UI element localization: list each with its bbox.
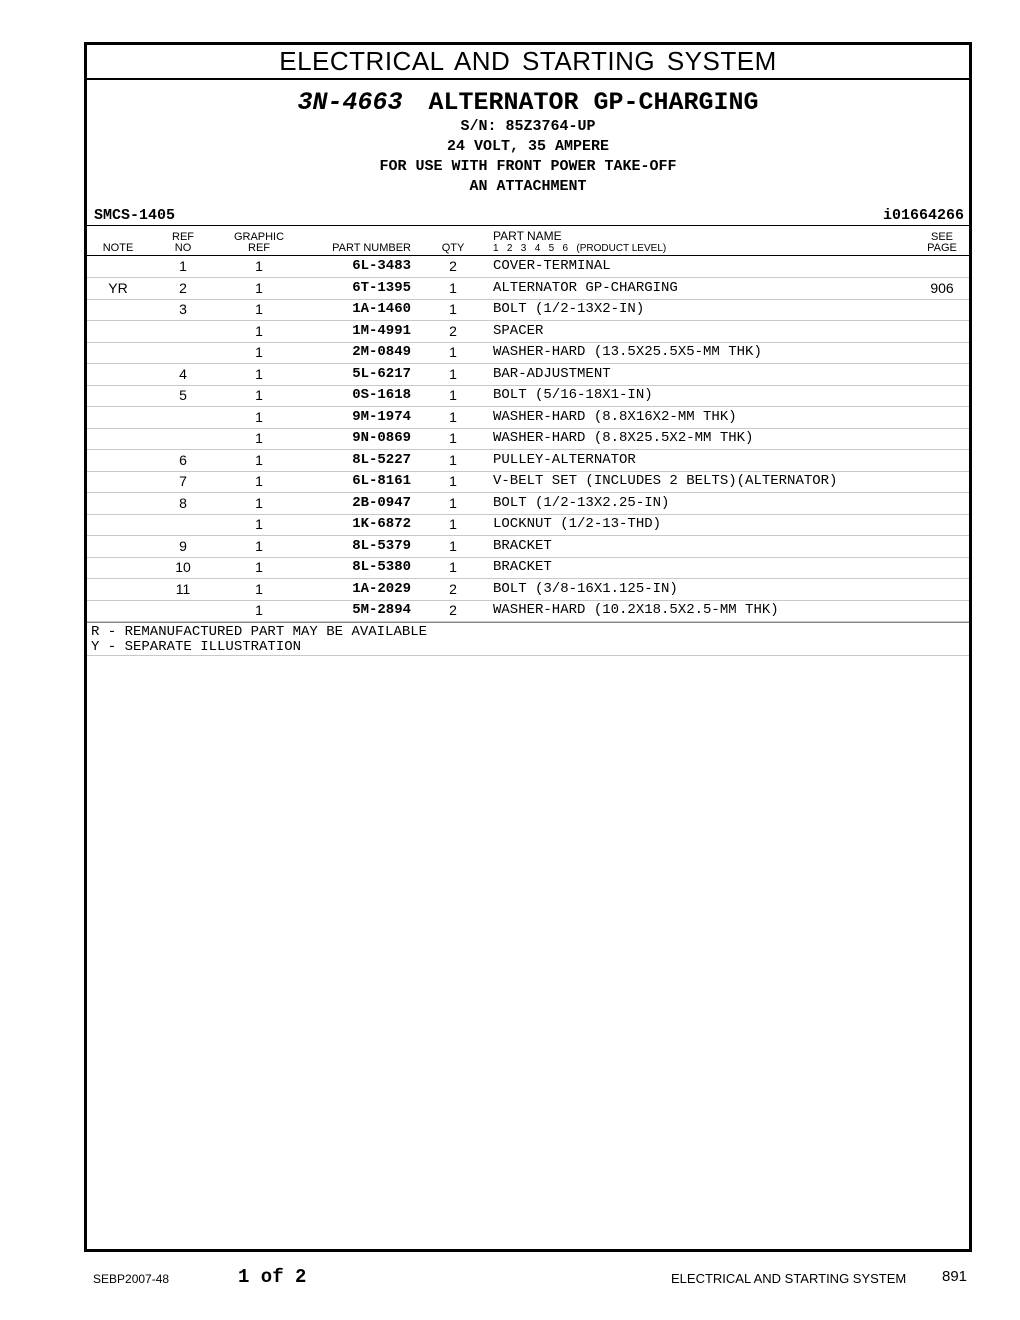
page-frame (84, 42, 972, 1252)
graphic-ref-cell: 1 (255, 365, 263, 382)
part-number-cell: 2B-0947 (352, 494, 411, 511)
col-ref-top: REF (172, 231, 194, 243)
part-name-cell: LOCKNUT (1/2-13-THD) (493, 516, 662, 532)
use-line-1: FOR USE WITH FRONT POWER TAKE-OFF (379, 158, 677, 175)
part-name-cell: BOLT (1/2-13X2.25-IN) (493, 494, 670, 511)
part-name-cell: WASHER-HARD (8.8X16X2-MM THK) (493, 408, 737, 425)
col-note: NOTE (102, 242, 134, 254)
part-number-cell: 0S-1618 (352, 387, 411, 403)
qty-cell: 1 (449, 516, 457, 532)
table-row (87, 256, 969, 278)
graphic-ref-cell: 1 (255, 279, 263, 296)
part-name-cell: BOLT (3/8-16X1.125-IN) (493, 580, 678, 597)
ref-no-cell: 10 (175, 559, 191, 575)
part-name-cell: PULLEY-ALTERNATOR (493, 451, 636, 468)
qty-cell: 1 (449, 279, 457, 296)
col-ref-bottom: NO (174, 242, 192, 254)
footer-page-number: 891 (942, 1268, 968, 1285)
table-row (87, 299, 969, 321)
illustration-ref: i01664266 (882, 207, 964, 224)
table-row (87, 536, 969, 558)
ref-no-cell: 1 (179, 258, 187, 274)
part-name-cell: WASHER-HARD (10.2X18.5X2.5-MM THK) (493, 602, 779, 618)
part-number-cell: 1K-6872 (352, 516, 411, 532)
qty-cell: 1 (449, 430, 457, 446)
table-row (87, 342, 969, 364)
part-number-cell: 8L-5380 (352, 559, 411, 575)
ref-no-cell: 8 (179, 494, 187, 511)
qty-cell: 1 (449, 451, 457, 468)
part-number-cell: 6L-8161 (352, 473, 411, 489)
legend-rule (87, 655, 969, 656)
graphic-ref-cell: 1 (255, 322, 263, 339)
ref-no-cell: 6 (179, 451, 187, 468)
qty-cell: 2 (449, 322, 457, 339)
part-name-cell: BRACKET (493, 537, 552, 554)
col-see-top: SEE (930, 231, 953, 243)
header-rule (87, 225, 969, 226)
part-number-cell: 9N-0869 (352, 430, 411, 446)
graphic-ref-cell: 1 (255, 344, 263, 360)
graphic-ref-cell: 1 (255, 258, 263, 274)
legend-item: Y - SEPARATE ILLUSTRATION (91, 639, 302, 655)
footer-doc-id: SEBP2007-48 (93, 1272, 170, 1286)
col-qty: QTY (441, 242, 465, 254)
graphic-ref-cell: 1 (255, 301, 263, 317)
ref-no-cell: 7 (179, 473, 187, 489)
graphic-ref-cell: 1 (255, 559, 263, 575)
ref-no-cell: 11 (175, 580, 191, 597)
table-row (87, 407, 969, 429)
part-name-cell: V-BELT SET (INCLUDES 2 BELTS)(ALTERNATOR) (493, 473, 838, 489)
rating-line: 24 VOLT, 35 AMPERE (446, 138, 610, 155)
ref-no-cell: 9 (179, 537, 187, 554)
part-number-cell: 1A-2029 (352, 580, 411, 597)
qty-cell: 1 (449, 537, 457, 554)
group-name: ALTERNATOR GP-CHARGING (428, 88, 759, 117)
serial-number: S/N: 85Z3764-UP (460, 118, 596, 135)
footer-page-of: 1 of 2 (238, 1266, 307, 1288)
part-name-cell: BOLT (1/2-13X2-IN) (493, 301, 645, 317)
part-number-cell: 8L-5379 (352, 537, 411, 554)
col-part-number: PART NUMBER (332, 242, 411, 254)
graphic-ref-cell: 1 (255, 408, 263, 425)
table-row (87, 278, 969, 300)
part-number-cell: 8L-5227 (352, 451, 411, 468)
col-see-bottom: PAGE (927, 242, 957, 254)
part-number-cell: 1A-1460 (352, 301, 411, 317)
table-row (87, 471, 969, 493)
see-page-cell: 906 (930, 279, 954, 296)
table-row (87, 579, 969, 601)
part-name-cell: BOLT (5/16-18X1-IN) (493, 387, 653, 403)
graphic-ref-cell: 1 (255, 580, 263, 597)
qty-cell: 1 (449, 387, 457, 403)
table-row (87, 450, 969, 472)
graphic-ref-cell: 1 (255, 473, 263, 489)
footer-section: ELECTRICAL AND STARTING SYSTEM (671, 1271, 907, 1286)
part-number-cell: 1M-4991 (352, 322, 411, 339)
col-graphic-bottom: REF (248, 242, 270, 254)
qty-cell: 2 (449, 602, 457, 618)
graphic-ref-cell: 1 (255, 387, 263, 403)
qty-cell: 2 (449, 580, 457, 597)
graphic-ref-cell: 1 (255, 602, 263, 618)
qty-cell: 1 (449, 365, 457, 382)
ref-no-cell: 2 (179, 279, 187, 296)
table-row (87, 557, 969, 579)
ref-no-cell: 4 (179, 365, 187, 382)
qty-cell: 1 (449, 408, 457, 425)
qty-cell: 1 (449, 344, 457, 360)
table-row (87, 514, 969, 536)
table-row (87, 364, 969, 386)
graphic-ref-cell: 1 (255, 516, 263, 532)
ref-no-cell: 3 (179, 301, 187, 317)
table-row (87, 385, 969, 407)
group-part-number: 3N-4663 (297, 88, 403, 117)
part-number-cell: 5M-2894 (352, 602, 411, 618)
graphic-ref-cell: 1 (255, 430, 263, 446)
graphic-ref-cell: 1 (255, 451, 263, 468)
group-heading (87, 88, 969, 117)
qty-cell: 2 (449, 258, 457, 274)
part-name-cell: WASHER-HARD (13.5X25.5X5-MM THK) (493, 344, 762, 360)
part-number-cell: 9M-1974 (352, 408, 411, 425)
part-name-cell: BAR-ADJUSTMENT (493, 365, 611, 382)
use-line-2: AN ATTACHMENT (469, 178, 587, 195)
part-name-cell: COVER-TERMINAL (493, 258, 611, 274)
part-number-cell: 6T-1395 (352, 279, 411, 296)
col-product-level: 1 2 3 4 5 6 (PRODUCT LEVEL) (493, 243, 667, 254)
part-name-cell: BRACKET (493, 559, 552, 575)
part-name-cell: WASHER-HARD (8.8X25.5X2-MM THK) (493, 430, 754, 446)
qty-cell: 1 (449, 494, 457, 511)
part-number-cell: 6L-3483 (352, 258, 411, 274)
part-name-cell: ALTERNATOR GP-CHARGING (493, 279, 678, 296)
table-row (87, 428, 969, 450)
legend-item: R - REMANUFACTURED PART MAY BE AVAILABLE (91, 624, 428, 640)
part-number-cell: 2M-0849 (352, 344, 411, 360)
section-title: ELECTRICAL AND STARTING SYSTEM (87, 45, 969, 80)
qty-cell: 1 (449, 559, 457, 575)
smcs-code: SMCS-1405 (94, 207, 176, 224)
table-end-rule (87, 622, 969, 623)
ref-no-cell: 5 (179, 387, 187, 403)
graphic-ref-cell: 1 (255, 537, 263, 554)
table-row (87, 321, 969, 343)
part-number-cell: 5L-6217 (352, 365, 411, 382)
col-graphic-top: GRAPHIC (233, 231, 285, 243)
table-row (87, 493, 969, 515)
part-name-cell: SPACER (493, 322, 544, 339)
note-cell: YR (108, 279, 128, 296)
graphic-ref-cell: 1 (255, 494, 263, 511)
qty-cell: 1 (449, 301, 457, 317)
col-part-name: PART NAME (493, 229, 562, 243)
qty-cell: 1 (449, 473, 457, 489)
table-row (87, 600, 969, 622)
